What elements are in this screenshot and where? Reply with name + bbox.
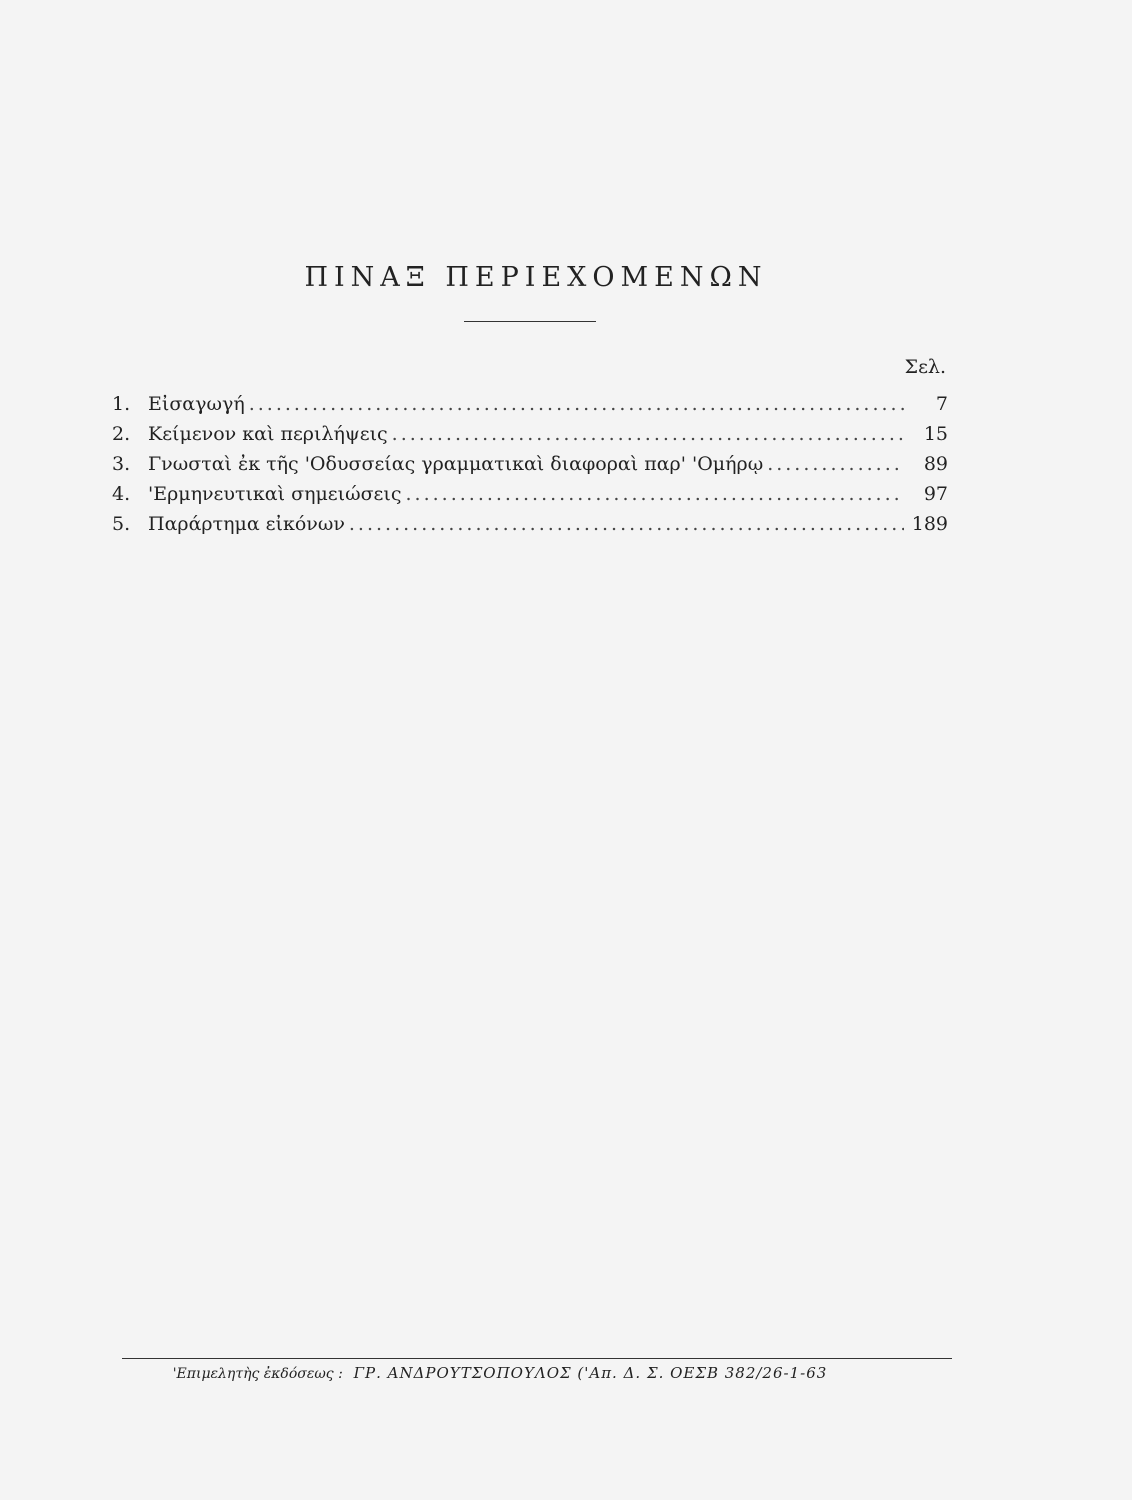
toc-entry-number: 4. xyxy=(112,483,131,505)
toc-entry-number: 2. xyxy=(112,423,131,445)
dot-leader xyxy=(767,453,904,477)
footer-text: ΓΡ. ΑΝΔΡΟΥΤΣΟΠΟΥΛΟΣ ('Απ. Δ. Σ. ΟΕΣΒ 382/26-1-63 xyxy=(353,1364,828,1382)
toc-entry-page: 189 xyxy=(911,513,948,535)
toc-entry xyxy=(112,513,948,543)
footer-divider xyxy=(122,1358,952,1359)
toc-entry-number: 3. xyxy=(112,453,131,475)
imprint-footer xyxy=(0,1364,1000,1382)
toc-entry xyxy=(112,423,948,453)
toc-entry-page: 97 xyxy=(923,483,948,505)
toc-entry xyxy=(112,453,948,483)
toc-entry-page: 89 xyxy=(923,453,948,475)
toc-entry-number: 5. xyxy=(112,513,131,535)
toc-entry-title: Εἰσαγωγή xyxy=(148,393,245,415)
toc-entry-page: 15 xyxy=(923,423,948,445)
dot-leader xyxy=(392,423,904,447)
toc-entry-title: 'Ερμηνευτικαὶ σημειώσεις xyxy=(148,483,402,505)
table-of-contents xyxy=(112,393,948,543)
footer-label: 'Επιμελητὴς ἐκδόσεως : xyxy=(172,1366,343,1382)
page-title: ΠΙΝΑΞ ΠΕΡΙΕΧΟΜΕΝΩΝ xyxy=(304,262,768,293)
page-column-header: Σελ. xyxy=(904,356,946,378)
dot-leader xyxy=(349,513,904,537)
toc-entry-title: Γνωσταὶ ἐκ τῆς 'Οδυσσείας γραμματικαὶ διαφοραὶ παρ' 'Ομήρῳ xyxy=(148,453,764,475)
toc-entry-title: Κείμενον καὶ περιλήψεις xyxy=(148,423,388,445)
toc-entry xyxy=(112,393,948,423)
dot-leader xyxy=(406,483,905,507)
toc-entry xyxy=(112,483,948,513)
toc-entry-number: 1. xyxy=(112,393,131,415)
dot-leader xyxy=(249,393,904,417)
toc-entry-page: 7 xyxy=(935,393,948,415)
title-divider xyxy=(464,321,596,322)
toc-entry-title: Παράρτημα εἰκόνων xyxy=(148,513,345,535)
